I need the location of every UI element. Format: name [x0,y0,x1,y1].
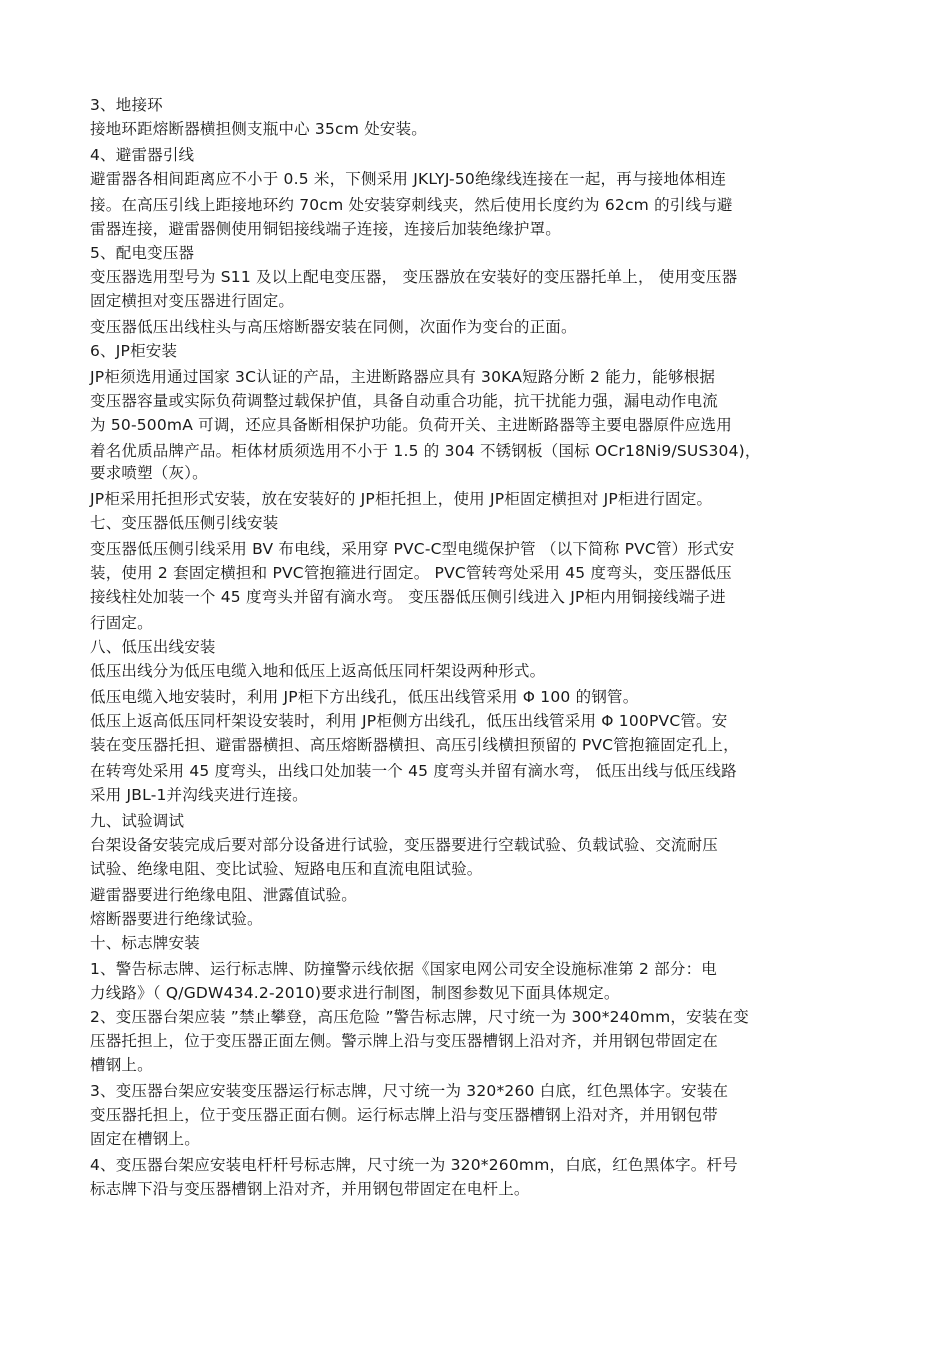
text-line: 台架设备安装完成后要对部分设备进行试验，变压器要进行空载试验、负载试验、交流耐压 [90,836,719,854]
text-line: 3、变压器台架应安装变压器运行标志牌，尺寸统一为 320*260 白底，红色黑体字。安装在 [90,1082,729,1100]
text-line: 6、JP柜安装 [90,342,178,360]
text-line: 避雷器要进行绝缘电阻、泄露值试验。 [90,886,357,904]
text-line: 采用 JBL-1并沟线夹进行连接。 [90,786,308,804]
text-line: 1、警告标志牌、运行标志牌、防撞警示线依据《国家电网公司安全设施标准第 2 部分：电 [90,960,717,978]
text-line: 在转弯处采用 45 度弯头，出线口处加装一个 45 度弯头并留有滴水弯， 低压出线与低压线路 [90,762,737,780]
text-line: 低压电缆入地安装时，利用 JP柜下方出线孔，低压出线管采用 Φ 100 的钢管。 [90,688,639,706]
text-line: 九、试验调试 [90,812,185,830]
text-line: 标志牌下沿与变压器槽钢上沿对齐，并用钢包带固定在电杆上。 [90,1180,530,1198]
text-line: JP柜采用托担形式安装，放在安装好的 JP柜托担上，使用 JP柜固定横担对 JP柜进行固定。 [90,490,713,508]
text-line: 固定在槽钢上。 [90,1130,200,1148]
text-line: 装，使用 2 套固定横担和 PVC管抱箍进行固定。 PVC管转弯处采用 45 度弯头，变压器低压 [90,564,732,582]
text-line: 4、避雷器引线 [90,146,195,164]
text-line: 十、标志牌安装 [90,934,200,952]
text-line: 试验、绝缘电阻、变比试验、短路电压和直流电阻试验。 [90,860,483,878]
text-line: JP柜须选用通过国家 3C认证的产品，主进断路器应具有 30KA短路分断 2 能力，能够根据 [90,368,716,386]
text-line: 5、配电变压器 [90,244,195,262]
text-line: 低压上返高低压同杆架设安装时，利用 JP柜侧方出线孔，低压出线管采用 Φ 100PVC管。安 [90,712,728,730]
text-line: 低压出线分为低压电缆入地和低压上返高低压同杆架设两种形式。 [90,662,546,680]
text-line: 变压器低压侧引线采用 BV 布电线，采用穿 PVC-C型电缆保护管 （以下简称 PVC管）形式安 [90,540,735,558]
text-line: 2、变压器台架应装 ”禁止攀登，高压危险 ”警告标志牌，尺寸统一为 300*240mm，安装在变 [90,1008,749,1026]
text-line: 雷器连接，避雷器侧使用铜铝接线端子连接，连接后加装绝缘护罩。 [90,220,562,238]
text-line: 变压器容量或实际负荷调整过载保护值，具备自动重合功能，抗干扰能力强，漏电动作电流 [90,392,719,410]
text-line: 变压器选用型号为 S11 及以上配电变压器， 变压器放在安装好的变压器托单上， 使用变压器 [90,268,738,286]
text-line: 行固定。 [90,614,153,632]
text-line: 为 50-500mA 可调，还应具备断相保护功能。负荷开关、主进断路器等主要电器原件应选用 [90,416,732,434]
text-line: 压器托担上，位于变压器正面左侧。警示牌上沿与变压器槽钢上沿对齐，并用钢包带固定在 [90,1032,719,1050]
text-line: 变压器低压出线柱头与高压熔断器安装在同侧，次面作为变台的正面。 [90,318,577,336]
text-line: 接线柱处加装一个 45 度弯头并留有滴水弯。 变压器低压侧引线进入 JP柜内用铜接线端子进 [90,588,726,606]
text-line: 避雷器各相间距离应不小于 0.5 米，下侧采用 JKLYJ-50绝缘线连接在一起，再与接地体相连 [90,170,727,188]
text-line: 力线路》（ Q/GDW434.2-2010)要求进行制图，制图参数见下面具体规定。 [90,984,620,1002]
text-line: 槽钢上。 [90,1056,153,1074]
text-line: 固定横担对变压器进行固定。 [90,292,295,310]
text-line: 七、变压器低压侧引线安装 [90,514,279,532]
text-line: 接。在高压引线上距接地环约 70cm 处安装穿刺线夹，然后使用长度约为 62cm 的引线与避 [90,196,733,214]
text-line: 着名优质品牌产品。柜体材质须选用不小于 1.5 的 304 不锈钢板（国标 OCr18Ni9/SUS304)， [90,442,761,460]
text-line: 4、变压器台架应安装电杆杆号标志牌，尺寸统一为 320*260mm，白底，红色黑体字。杆号 [90,1156,738,1174]
text-line: 熔断器要进行绝缘试验。 [90,910,263,928]
text-line: 接地环距熔断器横担侧支瓶中心 35cm 处安装。 [90,120,427,138]
text-line: 八、低压出线安装 [90,638,216,656]
text-line: 变压器托担上，位于变压器正面右侧。运行标志牌上沿与变压器槽钢上沿对齐，并用钢包带 [90,1106,719,1124]
text-line: 装在变压器托担、避雷器横担、高压熔断器横担、高压引线横担预留的 PVC管抱箍固定孔上， [90,736,739,754]
text-line: 要求喷塑（灰）。 [90,464,208,482]
text-line: 3、地接环 [90,96,163,114]
